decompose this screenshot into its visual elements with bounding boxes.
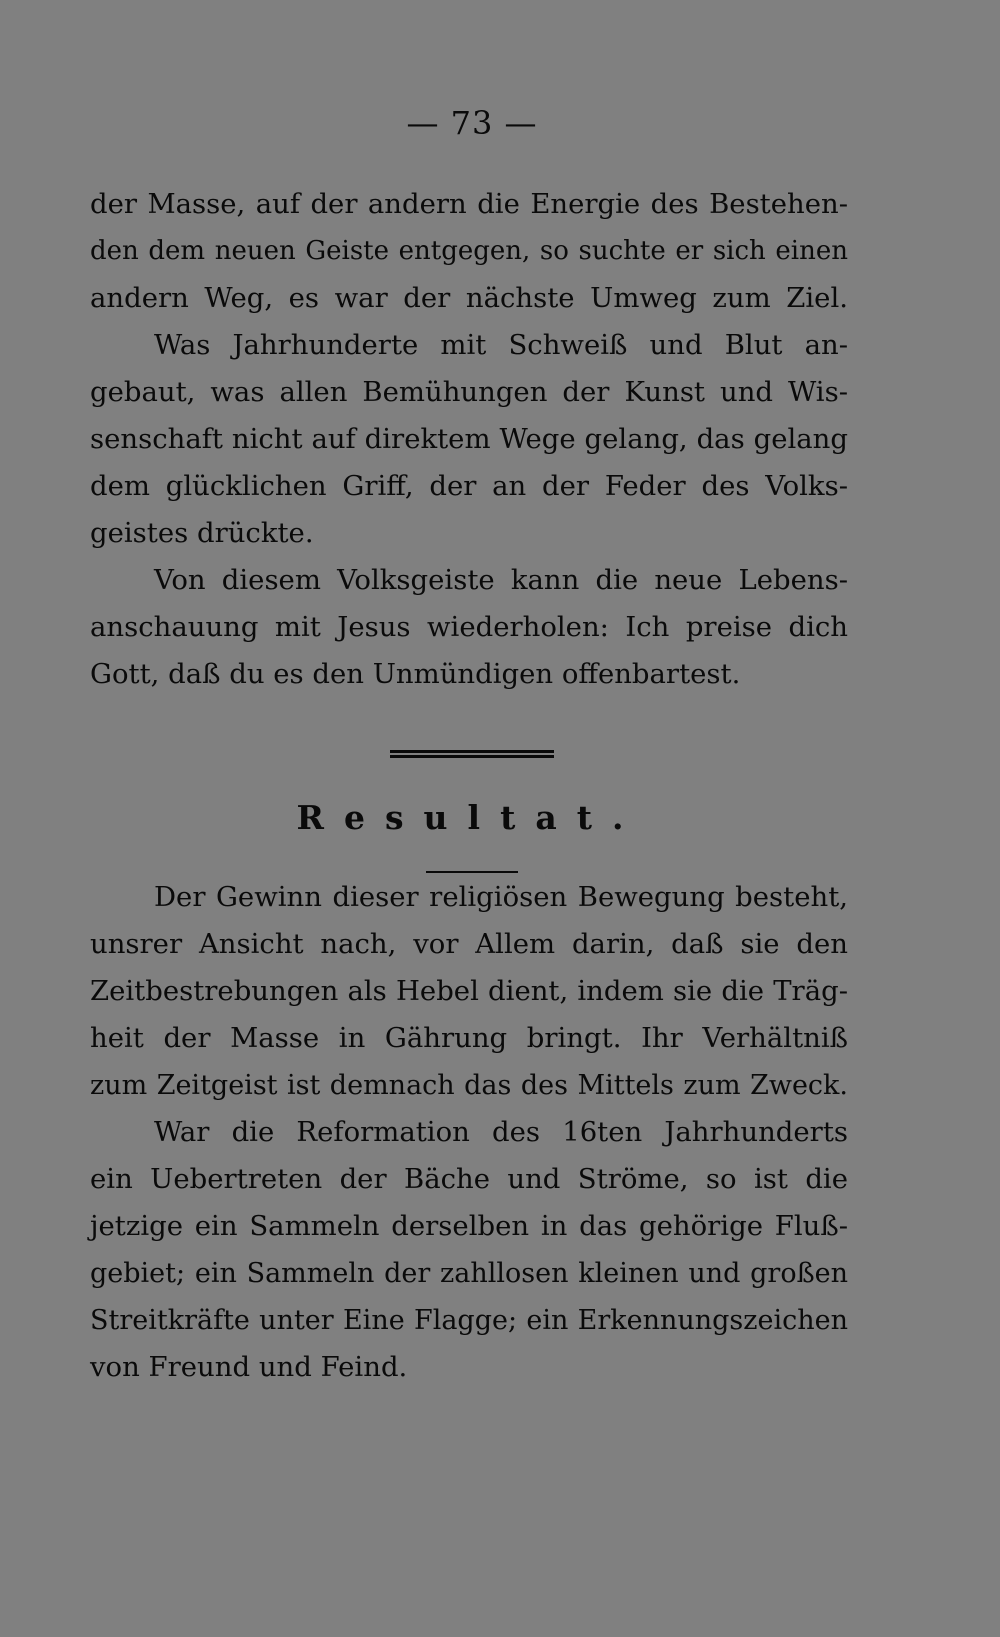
text-line: ein Uebertreten der Bäche und Ströme, so ist die bbox=[90, 1163, 848, 1195]
text-line: anschauung mit Jesus wiederholen: Ich preise dich bbox=[90, 611, 848, 643]
text-line: jetzige ein Sammeln derselben in das gehörige Fluß- bbox=[90, 1210, 848, 1242]
text-line: Gott, daß du es den Unmündigen offenbartest. bbox=[90, 658, 741, 690]
text-line: Von diesem Volksgeiste kann die neue Lebens- bbox=[154, 564, 848, 596]
text-line: War die Reformation des 16ten Jahrhunderts bbox=[154, 1116, 848, 1148]
text-line: geistes drückte. bbox=[90, 517, 314, 549]
paragraph-block-upper bbox=[90, 181, 848, 698]
paragraph-block-lower bbox=[90, 874, 848, 1391]
text-line: Streitkräfte unter Eine Flagge; ein Erkennungszeichen bbox=[90, 1305, 848, 1336]
text-line: Der Gewinn dieser religiösen Bewegung besteht, bbox=[154, 881, 848, 913]
text-line: andern Weg, es war der nächste Umweg zum Ziel. bbox=[90, 282, 848, 314]
text-line: der Masse, auf der andern die Energie des Bestehen- bbox=[90, 188, 848, 220]
text-line: senschaft nicht auf direktem Wege gelang, das gelang bbox=[90, 423, 848, 455]
text-line: gebiet; ein Sammeln der zahllosen kleinen und großen bbox=[90, 1258, 848, 1289]
text-line: zum Zeitgeist ist demnach das des Mittels zum Zweck. bbox=[90, 1070, 848, 1101]
text-line: unsrer Ansicht nach, vor Allem darin, daß sie den bbox=[90, 928, 848, 960]
text-line: dem glücklichen Griff, der an der Feder des Volks- bbox=[90, 470, 848, 502]
text-line: Was Jahrhunderte mit Schweiß und Blut an- bbox=[154, 329, 848, 361]
page-number: — 73 — bbox=[406, 104, 538, 142]
text-line: von Freund und Feind. bbox=[90, 1351, 408, 1383]
section-divider-double-rule bbox=[390, 750, 554, 758]
text-line: heit der Masse in Gährung bringt. Ihr Verhältniß bbox=[90, 1022, 848, 1054]
text-line: gebaut, was allen Bemühungen der Kunst und Wis- bbox=[90, 376, 848, 408]
section-heading: Resultat. bbox=[296, 798, 644, 837]
text-line: Zeitbestrebungen als Hebel dient, indem sie die Träg- bbox=[90, 975, 848, 1007]
text-line: den dem neuen Geiste entgegen, so suchte er sich einen bbox=[90, 236, 848, 266]
heading-underline-rule bbox=[426, 871, 518, 873]
